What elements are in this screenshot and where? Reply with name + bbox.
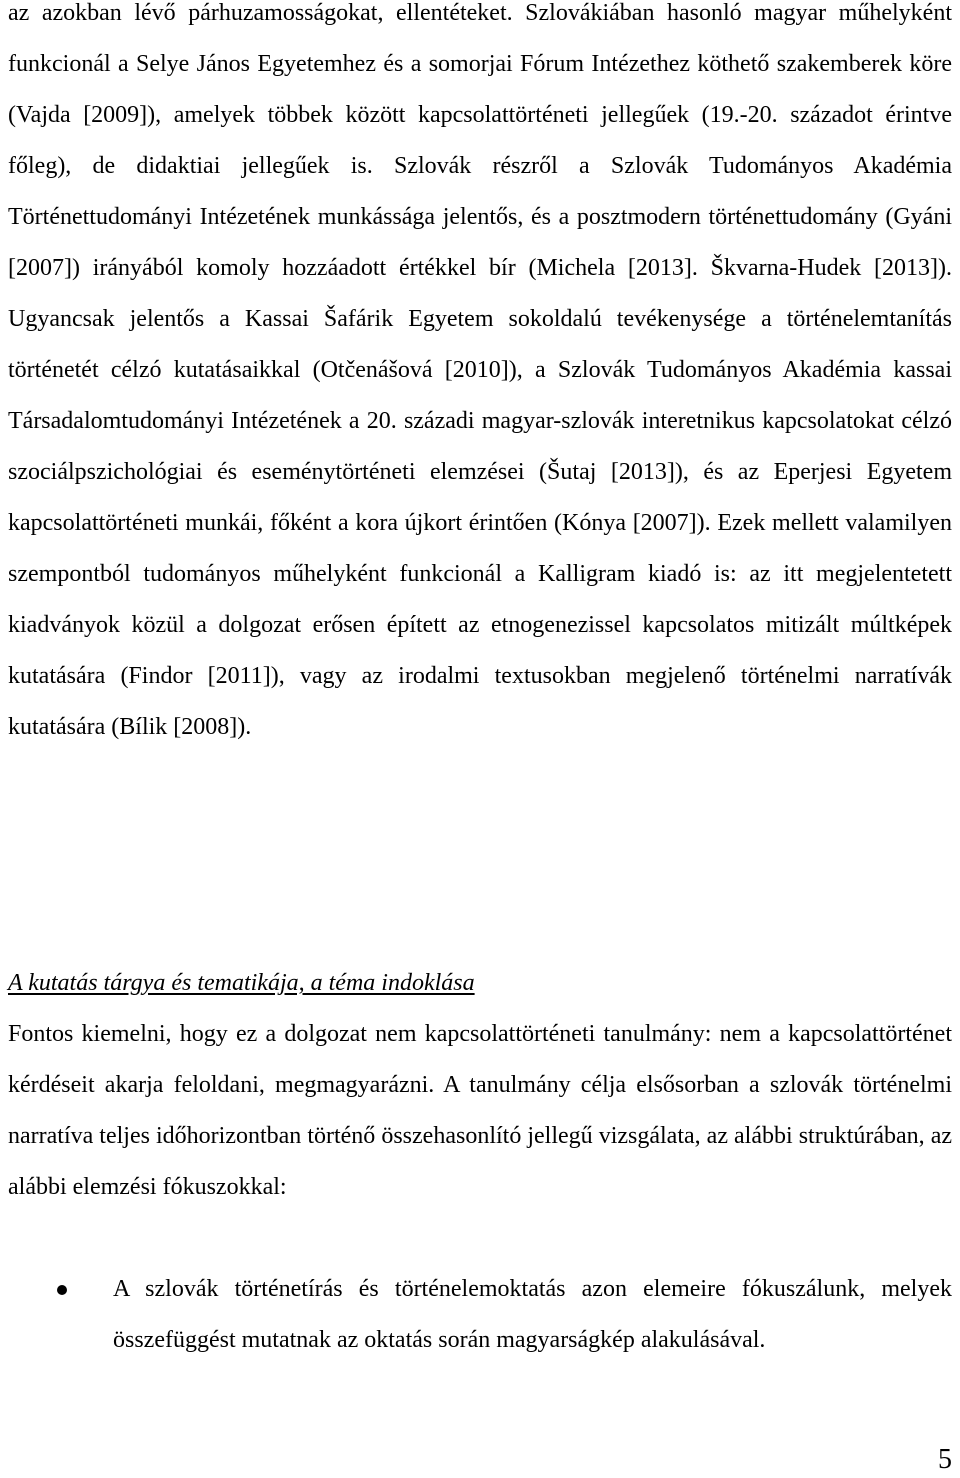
body-paragraph-2: Fontos kiemelni, hogy ez a dolgozat nem kapcsolattörténeti tanulmány: nem a kapcsolattörténet kérdéseit akarja feloldani, megmagyarázni. A tanulmány célja elsősorban a szlovák történelmi narratíva teljes időhorizontban történő összehasonlító jellegű vizsgálata, az alábbi struktúrában, az alábbi elemzési fókuszokkal:	[8, 1021, 952, 1200]
focus-bullet-list	[0, 1264, 952, 1366]
page-number: 5	[938, 1444, 952, 1475]
bullet-item	[0, 1264, 952, 1366]
body-paragraph-1: az azokban lévő párhuzamosságokat, ellentéteket. Szlovákiában hasonló magyar műhelyként funkcionál a Selye János Egyetemhez és a somorjai Fórum Intézethez köthető szakemberek köre (Vajda [2009]), amelyek többek között kapcsolattörténeti jellegűek (19.-20. századot érintve főleg), de didaktiai jellegűek is. Szlovák részről a Szlovák Tudományos Akadémia Történettudományi Intézetének munkássága jelentős, és a posztmodern történettudomány (Gyáni [2007]) irányából komoly hozzáadott értékkel bír (Michela [2013]. Škvarna-Hudek [2013]). Ugyancsak jelentős a Kassai Šafárik Egyetem sokoldalú tevékenysége a történelemtanítás történetét célzó kutatásaikkal (Otčenášová [2010]), a Szlovák Tudományos Akadémia kassai Társadalomtudományi Intézetének a 20. századi magyar-szlovák interetnikus kapcsolatokat célzó szociálpszichológiai és eseménytörténeti elemzései (Šutaj [2013]), és az Eperjesi Egyetem kapcsolattörténeti munkái, főként a kora újkort érintően (Kónya [2007]). Ezek mellett valamilyen szempontból tudományos műhelyként funkcionál a Kalligram kiadó is: az itt megjelentetett kiadványok közül a dolgozat erősen épített az etnogenezissel kapcsolatos mitizált múltképek kutatására (Findor [2011]), vagy az irodalmi textusokban megjelenő történelmi narratívák kutatására (Bílik [2008]).	[8, 0, 952, 740]
bullet-icon	[57, 1285, 67, 1295]
bullet-item-text: A szlovák történetírás és történelemoktatás azon elemeire fókuszálunk, melyek összefüggést mutatnak az oktatás során magyarságkép alakulásával.	[113, 1276, 952, 1353]
section-heading: A kutatás tárgya és tematikája, a téma indoklása	[8, 970, 475, 996]
